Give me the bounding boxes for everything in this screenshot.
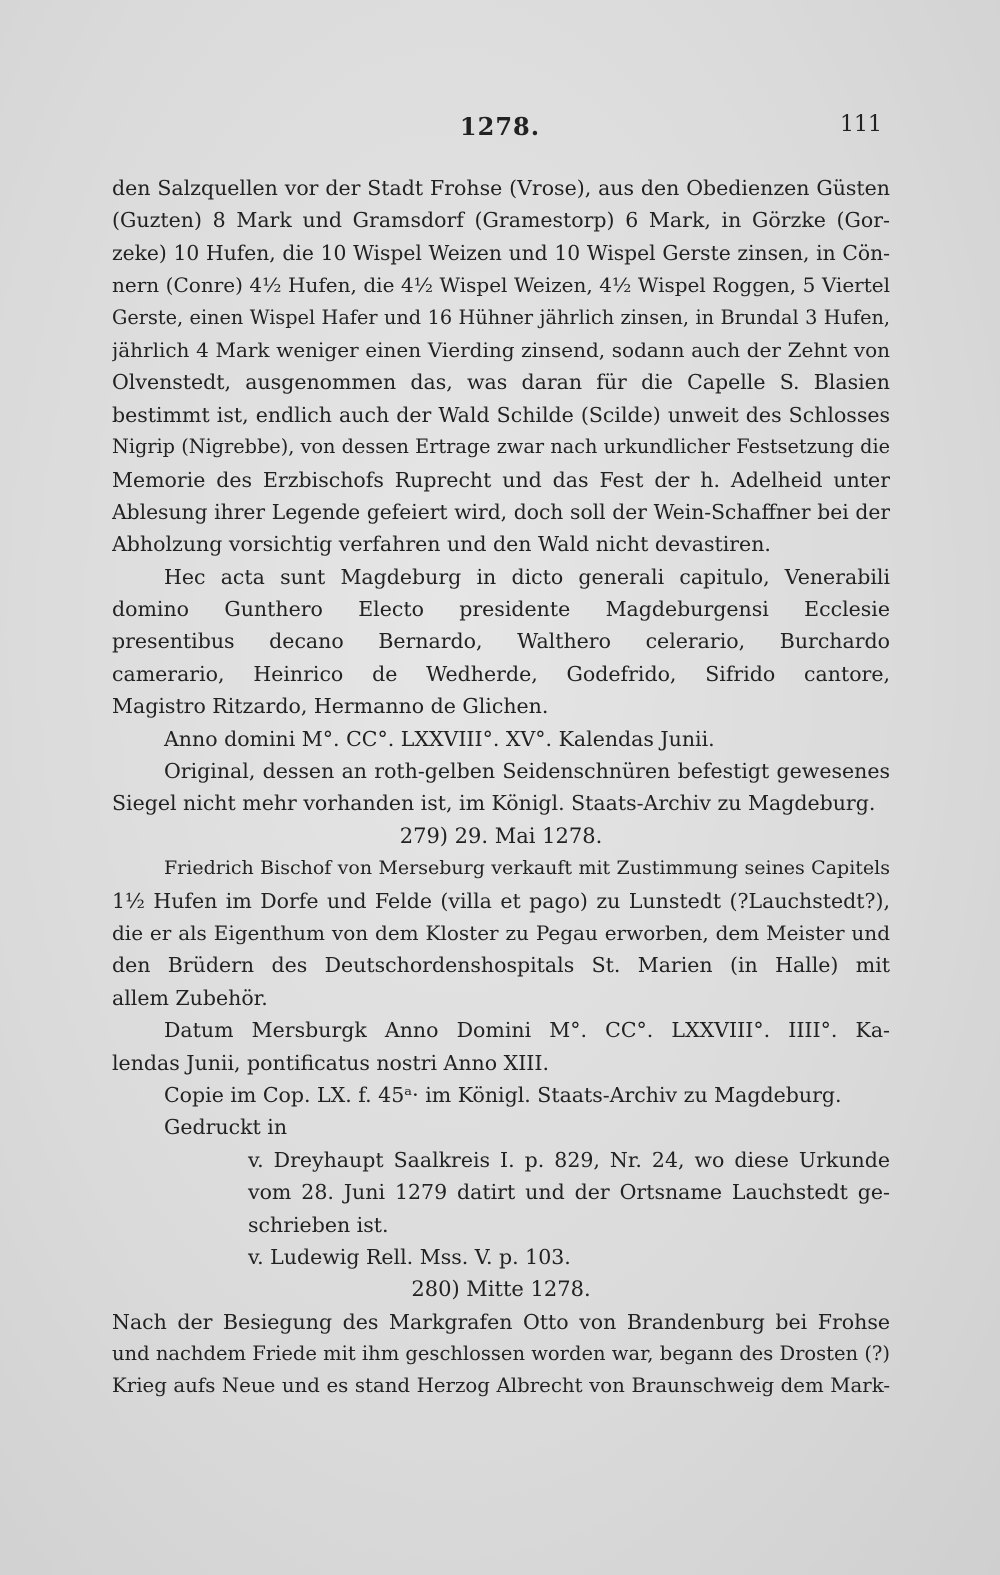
text-line: domino Gunthero Electo presidente Magdeburgensi Ecclesie xyxy=(112,597,890,622)
text-line: Memorie des Erzbischofs Ruprecht und das Fest der h. Adelheid unter xyxy=(112,467,890,492)
text-line: den Brüdern des Deutschordenshospitals St. Marien (in Halle) mit xyxy=(112,953,890,978)
text-line: 1½ Hufen im Dorfe und Felde (villa et pago) zu Lunstedt (?Lauchstedt?), xyxy=(112,888,890,913)
text-line: Magistro Ritzardo, Hermanno de Glichen. xyxy=(112,694,549,719)
text-line: nern (Conre) 4½ Hufen, die 4½ Wispel Weizen, 4½ Wispel Roggen, 5 Viertel xyxy=(112,273,890,298)
text-line: schrieben ist. xyxy=(248,1212,389,1237)
text-line: Friedrich Bischof von Merseburg verkauft mit Zustimmung seines Capitels xyxy=(164,857,890,880)
text-line: (Guzten) 8 Mark und Gramsdorf (Gramestorp) 6 Mark, in Görzke (Gor- xyxy=(112,208,890,233)
text-line: lendas Junii, pontificatus nostri Anno XIII. xyxy=(112,1050,550,1075)
header-year: 1278. xyxy=(459,112,541,141)
text-line: Gerste, einen Wispel Hafer und 16 Hühner jährlich zinsen, in Brundal 3 Hufen, xyxy=(112,305,890,329)
text-line: Original, dessen an roth-gelben Seidenschnüren befestigt gewesenes xyxy=(164,759,890,784)
text-line: den Salzquellen vor der Stadt Frohse (Vrose), aus den Obedienzen Güsten xyxy=(112,176,890,200)
running-header xyxy=(110,112,890,152)
text-line: zeke) 10 Hufen, die 10 Wispel Weizen und 10 Wispel Gerste zinsen, in Cön- xyxy=(112,240,890,265)
text-line: vom 28. Juni 1279 datirt und der Ortsname Lauchstedt ge- xyxy=(248,1180,890,1205)
text-line: bestimmt ist, endlich auch der Wald Schilde (Scilde) unweit des Schlosses xyxy=(112,402,890,427)
text-line: Siegel nicht mehr vorhanden ist, im Königl. Staats-Archiv zu Magdeburg. xyxy=(112,791,876,816)
text-line: Nigrip (Nigrebbe), von dessen Ertrage zwar nach urkundlicher Festsetzung die xyxy=(112,435,890,459)
text-line: die er als Eigenthum von dem Kloster zu Pegau erworben, dem Meister und xyxy=(112,920,890,945)
text-line: Olvenstedt, ausgenommen das, was daran für die Capelle S. Blasien xyxy=(112,370,890,395)
section-heading: 280) Mitte 1278. xyxy=(411,1277,591,1302)
text-line: v. Dreyhaupt Saalkreis I. p. 829, Nr. 24, wo diese Urkunde xyxy=(248,1147,890,1172)
section-heading: 279) 29. Mai 1278. xyxy=(399,823,603,848)
text-line: Datum Mersburgk Anno Domini M°. CC°. LXXVIII°. IIII°. Ka- xyxy=(164,1018,890,1043)
text-line: Copie im Cop. LX. f. 45ᵃ· im Königl. Staats-Archiv zu Magdeburg. xyxy=(164,1082,842,1107)
text-line: Gedruckt in xyxy=(164,1115,288,1140)
text-line: Ablesung ihrer Legende gefeiert wird, doch soll der Wein-Schaffner bei der xyxy=(112,499,890,524)
text-line: jährlich 4 Mark weniger einen Vierding zinsend, sodann auch der Zehnt von xyxy=(112,337,890,362)
text-line: Abholzung vorsichtig verfahren und den Wald nicht devastiren. xyxy=(112,532,771,557)
text-line: presentibus decano Bernardo, Walthero celerario, Burchardo xyxy=(112,629,890,654)
text-line: Anno domini M°. CC°. LXXVIII°. XV°. Kalendas Junii. xyxy=(164,726,715,751)
text-line: Nach der Besiegung des Markgrafen Otto von Brandenburg bei Frohse xyxy=(112,1309,890,1334)
text-line: Krieg aufs Neue und es stand Herzog Albrecht von Braunschweig dem Mark- xyxy=(112,1374,890,1398)
page-body xyxy=(112,172,890,1403)
text-line: und nachdem Friede mit ihm geschlossen worden war, begann des Drosten (?) xyxy=(112,1342,890,1366)
text-line: allem Zubehör. xyxy=(112,985,268,1010)
page-number: 111 xyxy=(840,112,882,137)
text-line: camerario, Heinrico de Wedherde, Godefrido, Sifrido cantore, xyxy=(112,661,890,686)
text-line: v. Ludewig Rell. Mss. V. p. 103. xyxy=(248,1244,571,1269)
text-line: Hec acta sunt Magdeburg in dicto generali capitulo, Venerabili xyxy=(164,564,890,589)
